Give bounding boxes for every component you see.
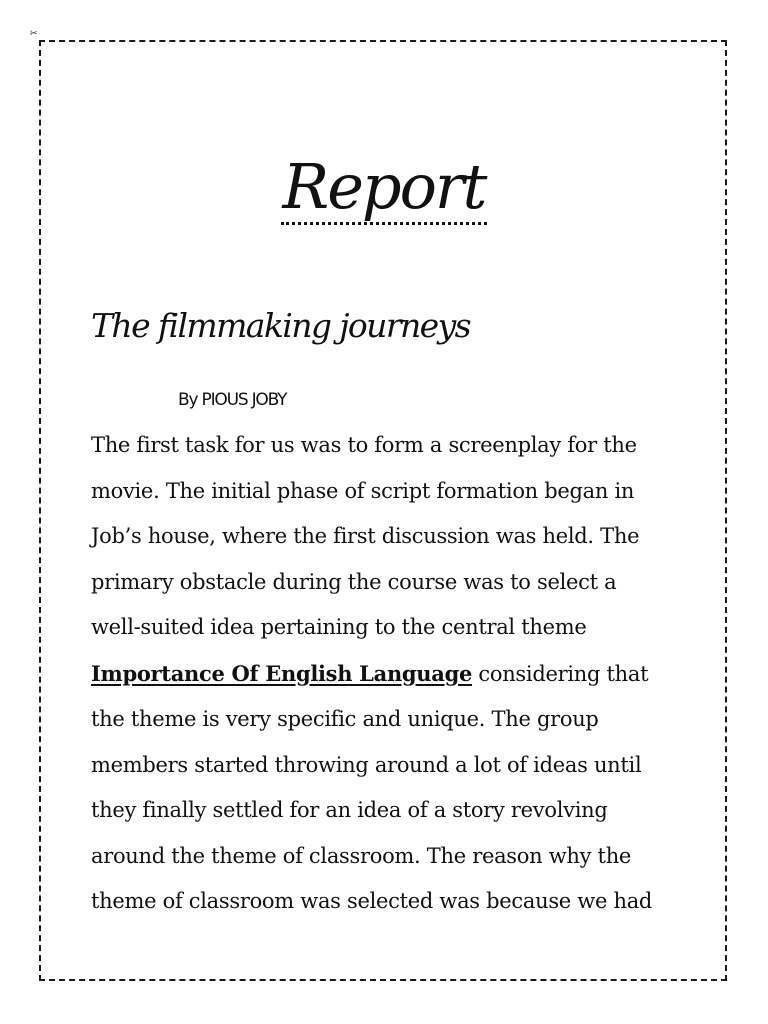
subtitle: The filmmaking journeys: [91, 306, 470, 345]
body-line-2: movie. The initial phase of script formation began in: [91, 478, 635, 503]
emphasis-line-rest: considering that: [472, 661, 649, 686]
body-paragraph: [91, 423, 681, 925]
body-line-5: well-suited idea pertaining to the central theme: [91, 615, 587, 639]
title-container: [0, 150, 768, 225]
body-line-1: The first task for us was to form a screenplay for the: [91, 433, 637, 457]
body-line-6: [91, 651, 681, 698]
body-line-4: primary obstacle during the course was to select a: [91, 569, 617, 594]
emphasized-theme: Importance Of English Language: [91, 660, 473, 686]
body-line-8: members started throwing around a lot of ideas until: [91, 752, 642, 777]
page-title: Report: [282, 150, 486, 223]
body-line-10: around the theme of classroom. The reason why the: [91, 843, 632, 868]
byline: By PIOUS JOBY: [178, 390, 287, 410]
body-line-9: they finally settled for an idea of a story revolving: [91, 798, 608, 822]
scissors-icon: ✂: [30, 29, 38, 39]
body-line-3: Job’s house, where the first discussion was held. The: [91, 524, 640, 548]
body-line-11: theme of classroom was selected was because we had: [91, 889, 653, 913]
body-line-7: the theme is very specific and unique. The group: [91, 707, 599, 731]
